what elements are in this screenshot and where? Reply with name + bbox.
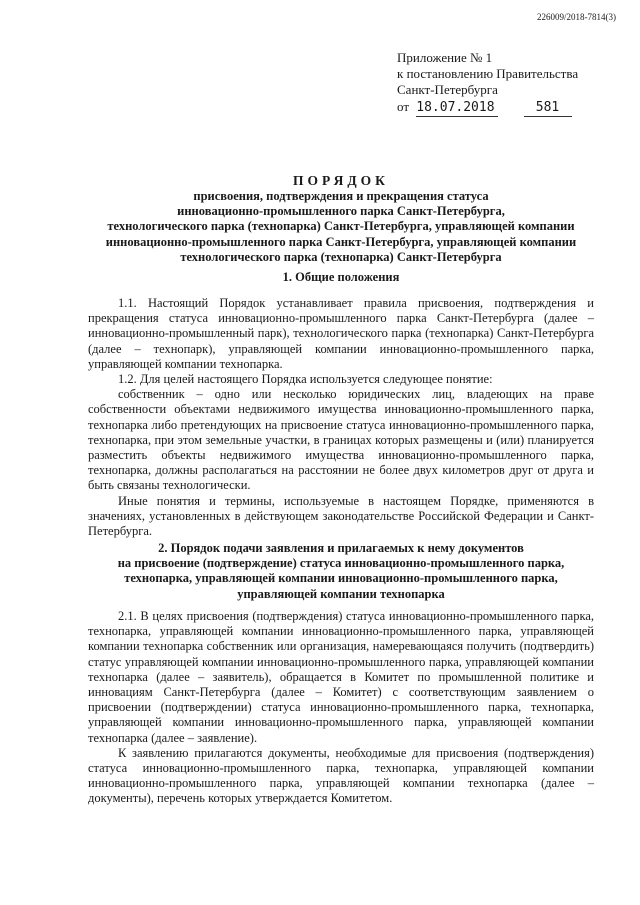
heading-line: технопарка, управляющей компании инновационно-промышленного парка, [124, 571, 558, 586]
subtitle-line: инновационно-промышленного парка Санкт-Петербурга, управляющей компании [105, 234, 577, 249]
subtitle-line: технологического парка (технопарка) Санкт-Петербурга [180, 249, 502, 264]
date-prefix: от [397, 98, 410, 114]
subtitle-line: присвоения, подтверждения и прекращения статуса [193, 189, 489, 203]
paragraph: 1.2. Для целей настоящего Порядка используется следующее понятие: [118, 372, 493, 387]
heading-line: на присвоение (подтверждение) статуса инновационно-промышленного парка, [117, 556, 565, 571]
appendix-line: к постановлению Правительства [397, 66, 579, 82]
paragraph: К заявлению прилагаются документы, необходимые для присвоения (подтверждения) статуса инновационно-промышленного парка, технопарка, управляющей компании инновационно-промышленного парка, управляющей компании технопарка (далее – документы), перечень которых утверждается Комитетом. [88, 745, 594, 806]
decree-number: 581 [535, 99, 560, 115]
appendix-block [397, 50, 578, 117]
subtitle-line: инновационно-промышленного парка Санкт-Петербурга, [177, 204, 505, 219]
paragraph: 1.1. Настоящий Порядок устанавливает правила присвоения, подтверждения и прекращения статуса инновационно-промышленного парка Санкт-Петербурга (далее – инновационно-промышленный парк), технологического парка (технопарка) Санкт-Петербурга (далее – технопарк), управляющей компании инновационно-промышленного парка, управляющей компании технопарка. [88, 296, 594, 371]
document-code: 226009/2018-7814(3) [537, 12, 616, 22]
appendix-date-line [397, 99, 578, 117]
section-1-body [88, 296, 594, 539]
heading-line: 2. Порядок подачи заявления и прилагаемых к нему документов [158, 541, 524, 555]
decree-date: 18.07.2018 [416, 99, 495, 115]
paragraph: собственник – одно или несколько юридических лиц, владеющих на праве собственности объектами недвижимого имущества инновационно-промышленного парка, технопарка либо претендующих на присвоение статуса инновационно-промышленного парка, технопарка, при этом земельные участки, в границах которых размещены и (или) планируется разместить объекты недвижимого имущества инновационно-промышленного парка, технопарка, должны располагаться на расстоянии не более двух километров друг от друга и быть связаны технологически. [88, 387, 594, 493]
heading-line: управляющей компании технопарка [237, 586, 445, 601]
appendix-line: Санкт-Петербурга [397, 82, 498, 98]
document-subtitle [88, 189, 594, 265]
subtitle-line: технологического парка (технопарка) Санкт-Петербурга, управляющей компании [107, 219, 575, 234]
section-1-heading: 1. Общие положения [282, 270, 400, 284]
paragraph: Иные понятия и термины, используемые в настоящем Порядке, применяются в значениях, установленных в действующем законодательстве Российской Федерации и Санкт-Петербурга. [88, 493, 594, 539]
paragraph: 2.1. В целях присвоения (подтверждения) статуса инновационно-промышленного парка, технопарка, управляющей компании инновационно-промышленного парка, управляющей компании технопарка собственник или организация, намеревающаяся получить (подтвердить) статус управляющей компании инновационно-промышленного парка, управляющей компании технопарка (далее – заявитель), обращается в Комитет по промышленной политике и инновациям Санкт-Петербурга (далее – Комитет) с соответствующим заявлением о присвоении (подтверждении) статуса инновационно-промышленного парка, технопарка, управляющей компании инновационно-промышленного парка, управляющей компании технопарка (далее – заявление). [88, 609, 594, 745]
document-title: ПОРЯДОК [293, 173, 389, 188]
appendix-line: Приложение № 1 [397, 50, 493, 65]
section-2-body [88, 609, 594, 807]
section-2-heading [88, 541, 594, 602]
